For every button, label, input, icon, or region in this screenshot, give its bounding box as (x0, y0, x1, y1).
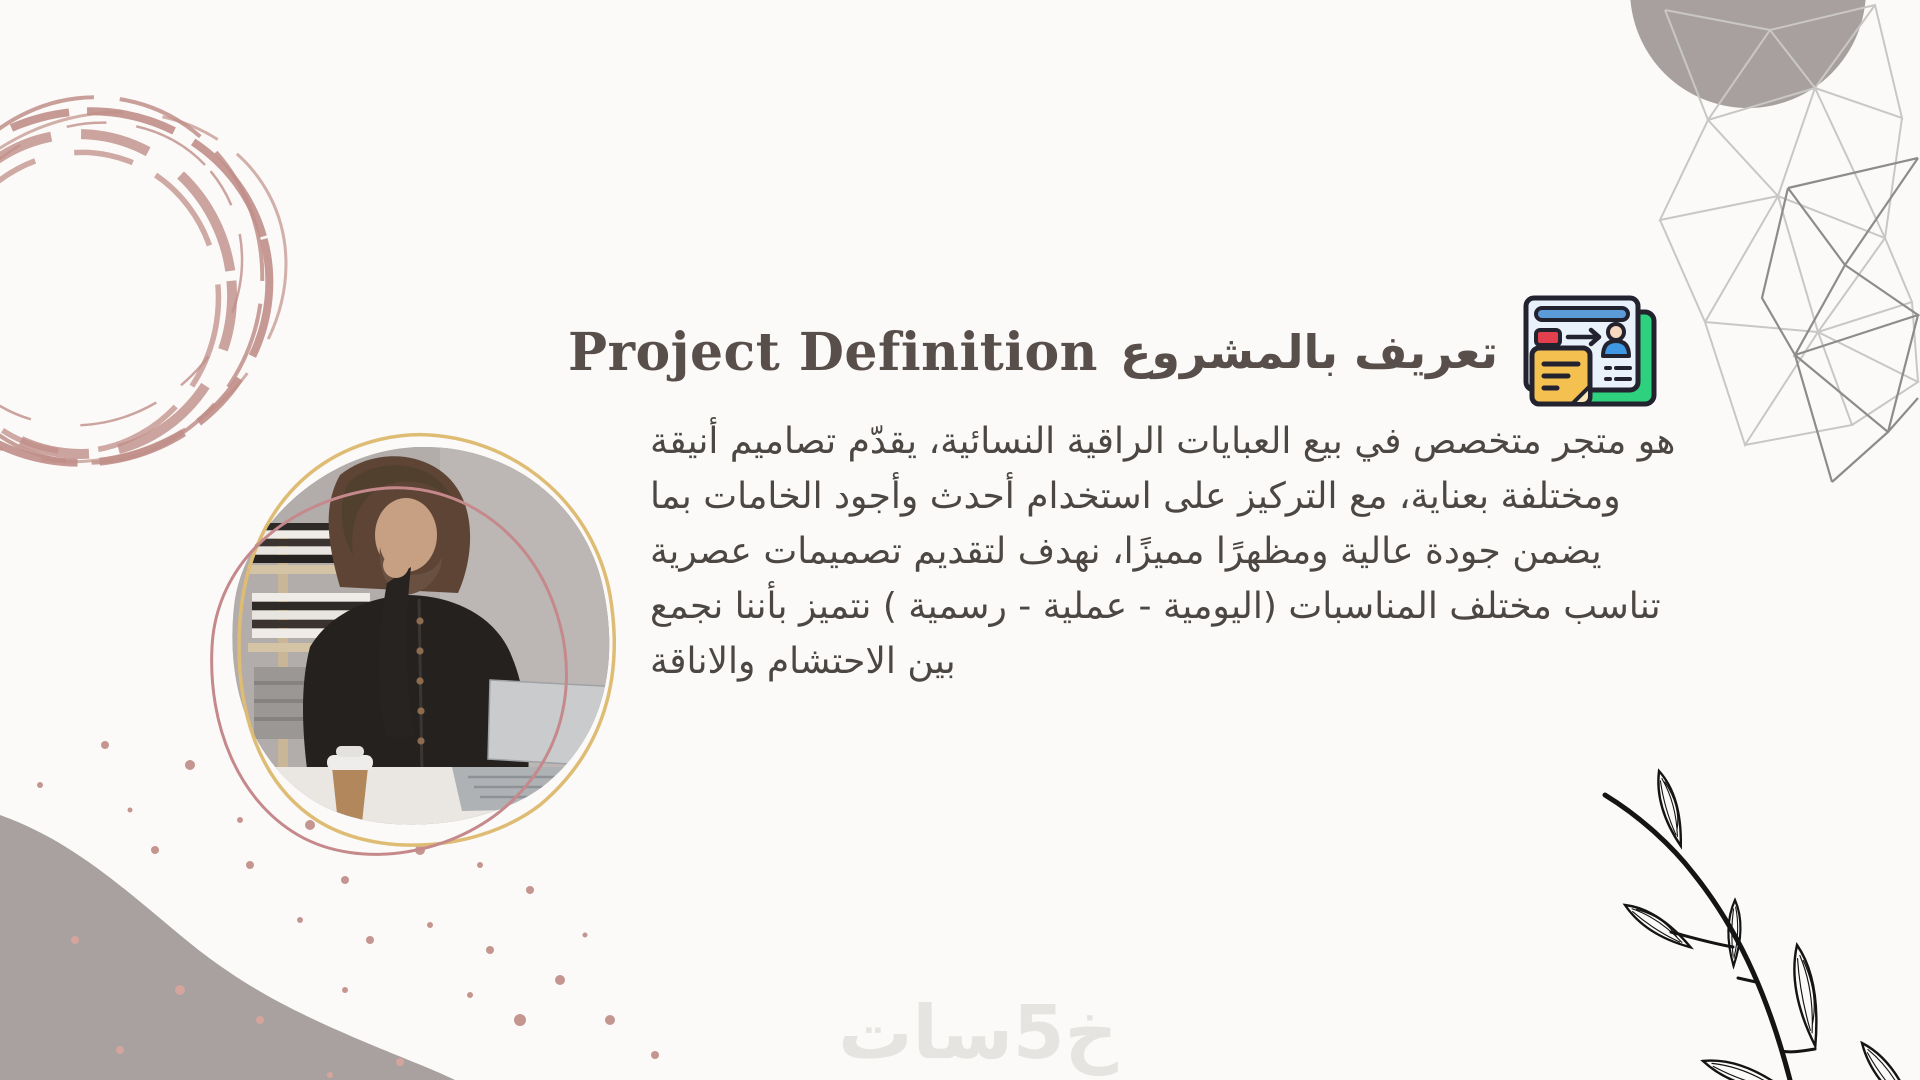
khamsat-watermark: خ5سات (838, 990, 1118, 1076)
photo-scene (190, 415, 650, 875)
paragraph-line: هو متجر متخصص في بيع العبايات الراقية النسائية، يقدّم تصاميم أنيقة (650, 421, 1676, 462)
project-definition-paragraph (650, 414, 1750, 689)
leaf-branch-icon (1575, 755, 1920, 1080)
page-title-ar: تعريف بالمشروع (1119, 325, 1498, 379)
profile-photo-illustration (190, 415, 650, 875)
paragraph-line: تناسب مختلف المناسبات (اليومية - عملية - رسمية ) نتميز بأننا نجمع (650, 586, 1661, 627)
slide-heading (568, 290, 1660, 414)
page-title-en: Project Definition (567, 321, 1098, 383)
paragraph-line: بين الاحتشام والاناقة (650, 641, 956, 682)
paragraph-line: يضمن جودة عالية ومظهرًا مميزًا، نهدف لتقديم تصميمات عصرية (650, 531, 1602, 572)
paragraph-line: ومختلفة بعناية، مع التركيز على استخدام أحدث وأجود الخامات بما (650, 476, 1621, 517)
profile-card-note-icon (1520, 292, 1660, 412)
